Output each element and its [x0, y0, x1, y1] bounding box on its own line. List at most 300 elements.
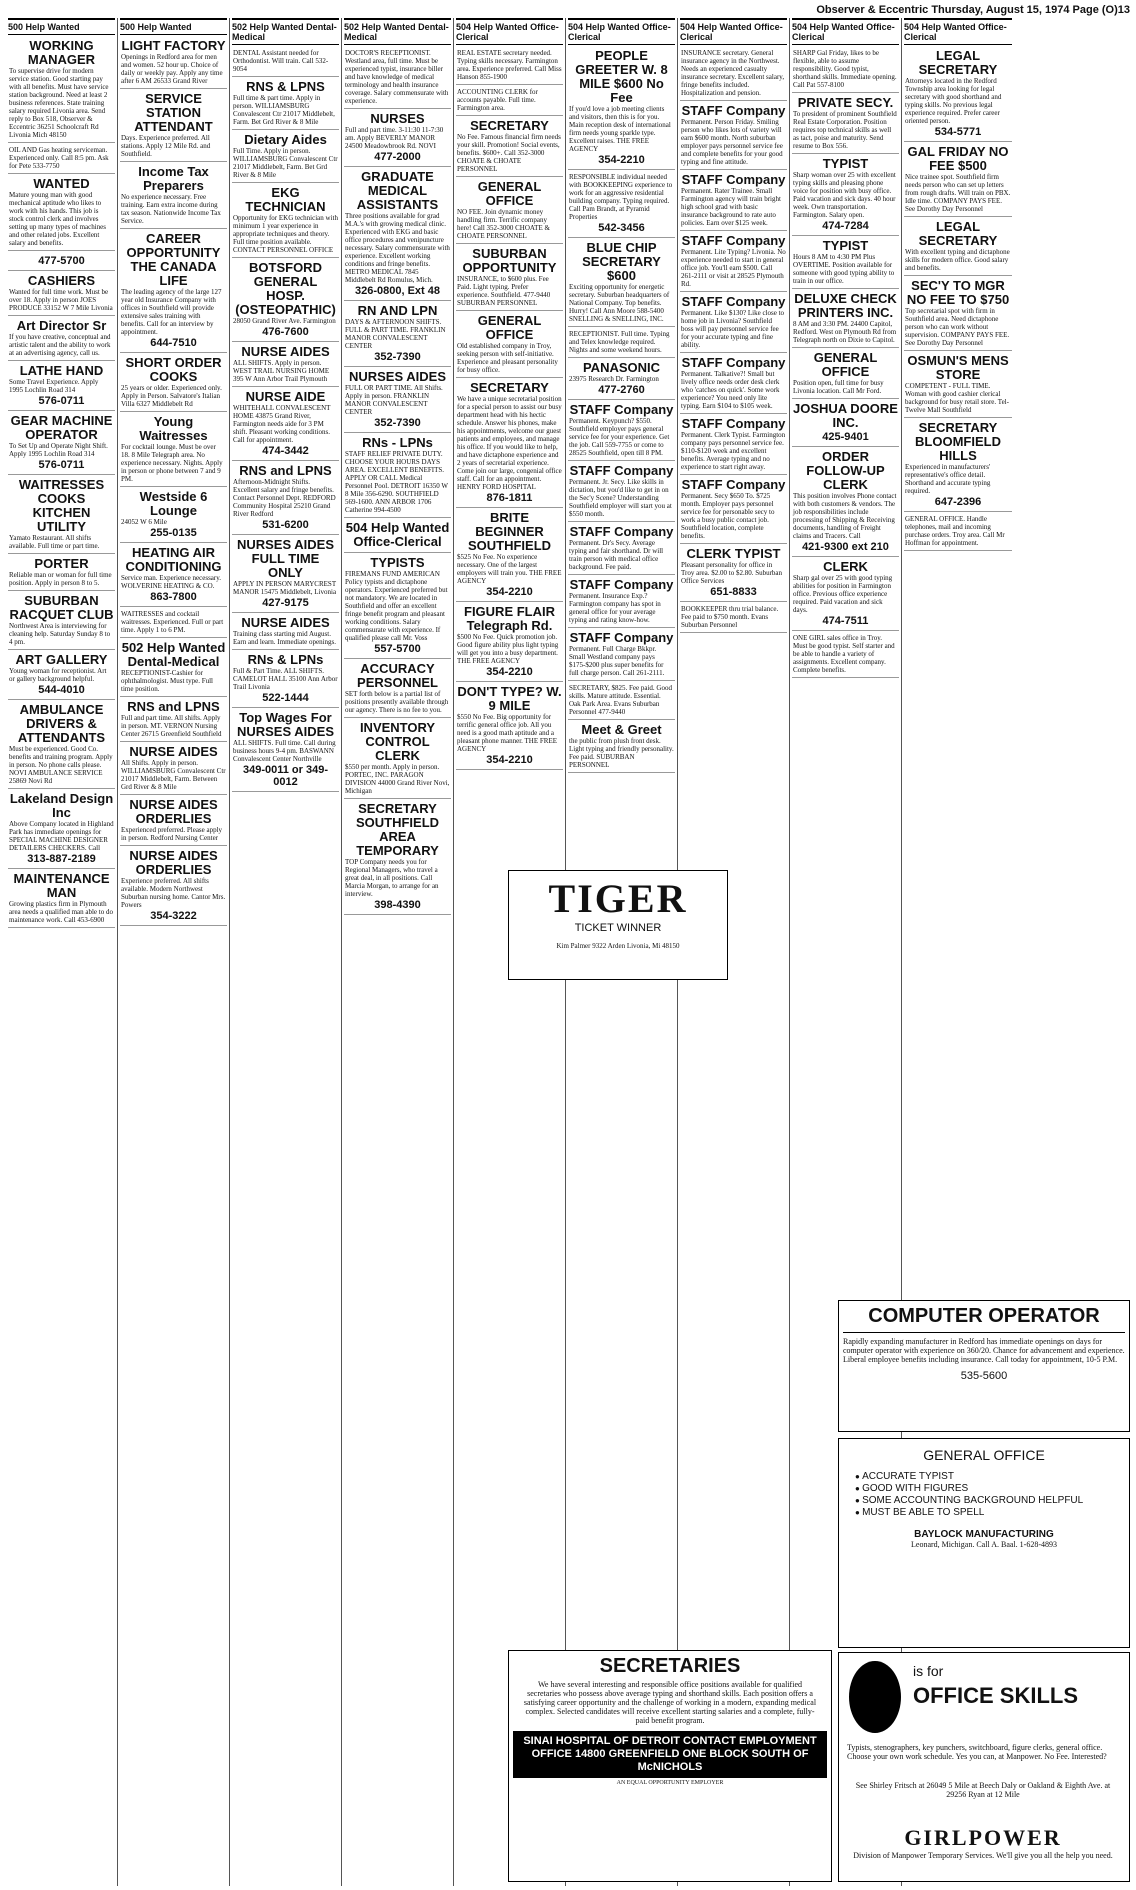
column-header: 504 Help Wanted Office-Clerical [568, 18, 675, 45]
ad-title: PANASONIC [582, 360, 661, 375]
computer-operator-ad [838, 1300, 1130, 1432]
classified-ad [344, 719, 451, 799]
ad-phone: 352-7390 [374, 417, 421, 429]
ad-body: Training class starting mid August. Earn and learn. Immediate openings. [233, 630, 337, 646]
classified-ad [456, 312, 563, 378]
ad-body: Permanent. Full Charge Bkkpr. Small Westland company pays $175-$200 plus super benefits for full charge person. Call 261-2111. [569, 645, 665, 677]
ad-body: APPLY IN PERSON MARYCREST MANOR 15475 Middlebelt, Livonia [233, 580, 337, 596]
ad-body: REAL ESTATE secretary needed. Typing skills necessary. Farmington area. Experience preferred. Call Miss Hanson 855-1900 [457, 49, 562, 81]
classified-ad [568, 721, 675, 773]
general-office-item: ● ACCURATE TYPIST [855, 1471, 1125, 1483]
classified-ad [120, 163, 227, 229]
ad-body: Northwest Area is interviewing for cleaning help. Saturday Sunday 8 to 4 pm. [9, 622, 111, 646]
column-header: 504 Help Wanted Office-Clerical [680, 18, 787, 45]
ad-title: SEC'Y TO MGR NO FEE TO $750 [906, 278, 1010, 307]
ad-body: To president of prominent Southfield Real Estate Corporation. Position requires top technical skills as well as tact, poise and maturity. Send resume to Box 556. [793, 110, 897, 150]
ad-body: Nice trainee spot. Southfield firm needs person who can set up letters from rough drafts. Will train on PBX. Idle time. COMPANY PAYS FEE. See Dorothy Day Personnel [905, 173, 1011, 213]
classified-ad [904, 513, 1012, 551]
ad-phone: 354-2210 [486, 586, 533, 598]
ad-body: $550 No Fee. Big opportunity for terrific general office job. All you need is a good math aptitude and a pleasant phone manner. THE FREE AGENCY [457, 713, 557, 753]
classified-ad [344, 168, 451, 301]
classified-ad [456, 245, 563, 311]
ad-title: CLERK [823, 559, 868, 574]
classified-ad [120, 488, 227, 543]
ad-title: STAFF Company [681, 233, 786, 248]
ad-title: PEOPLE GREETER W. 8 MILE $600 No Fee [575, 48, 668, 105]
classified-ad [232, 47, 339, 77]
ad-phone: 863-7800 [150, 591, 197, 603]
ad-body: Opportunity for EKG technician with minimum 1 year experience in appropriate techniques and theory. Full time position available. CONTACT PERSONNEL OFFICE [233, 214, 338, 254]
ad-title: GENERAL OFFICE [813, 350, 878, 379]
ad-phone: 557-5700 [374, 643, 421, 655]
ad-body: Pleasant personality for office in Troy area. $2.00 to $2.80. Suburban Office Services [681, 561, 783, 585]
ad-body: Days. Experience preferred. All stations. Apply 12 Mile Rd. and Southfield. [121, 134, 211, 158]
classified-ad [8, 252, 115, 271]
classified-ad [456, 117, 563, 177]
ad-phone: 427-9175 [262, 597, 309, 609]
ad-title: STAFF Company [569, 577, 674, 592]
classified-ad [344, 434, 451, 518]
classified-ad [8, 651, 115, 700]
ad-title: GENERAL OFFICE [477, 313, 542, 342]
classified-ad [8, 592, 115, 650]
ad-body: Afternoon-Midnight Shifts. Excellent salary and fringe benefits. Contact Personnel Dept. REDFORD Community Hospital 25210 Grand River Redford [233, 478, 336, 518]
general-office-item: ● GOOD WITH FIGURES [855, 1483, 1125, 1495]
ad-phone: 576-0711 [38, 459, 85, 471]
classified-ad [568, 328, 675, 358]
classified-ad [680, 293, 787, 353]
ad-title: Westside 6 Lounge [139, 489, 208, 518]
ad-title: STAFF Company [681, 416, 786, 431]
classified-ad [8, 37, 115, 143]
computer-operator-phone: 535-5600 [960, 1370, 1008, 1382]
ad-title: AMBULANCE DRIVERS & ATTENDANTS [17, 702, 106, 745]
classified-ad [680, 171, 787, 231]
classified-ad [680, 603, 787, 633]
ad-body: RECEPTIONIST. Full time. Typing and Telex knowledge required. Nights and some weekend hours. [569, 330, 670, 354]
ad-title: Meet & Greet [581, 722, 662, 737]
ad-body: GENERAL OFFICE. Handle telephones, mail and incoming purchase orders. Troy area. Call Mr Hoffman for appointment. [905, 515, 1005, 547]
ad-title: Lakeland Design Inc [9, 791, 114, 820]
ad-title: BLUE CHIP SECRETARY $600 [582, 240, 661, 283]
office-skills-is-for: is for [913, 1663, 944, 1679]
ad-title: TYPIST [822, 238, 869, 253]
ad-body: 28050 Grand River Ave. Farmington [233, 317, 336, 325]
ad-phone: 647-2396 [934, 496, 982, 508]
girlpower-logo: GIRLPOWER [904, 1825, 1062, 1850]
ad-body: Permanent. Secy $650 To. $725 month. Employer pays personnel service fee for personable secy to work a busy public contact job. Southfield location, complete benefits. [681, 492, 775, 540]
ad-title: ORDER FOLLOW-UP CLERK [806, 449, 885, 492]
ad-title: Income Tax Preparers [138, 164, 209, 193]
ad-phone: 255-0135 [150, 527, 197, 539]
classified-ad [792, 349, 899, 399]
ad-body: If you have creative, conceptual and artistic talent and the ability to work at an advertising agency, call us. [9, 333, 111, 357]
classified-ad [344, 660, 451, 718]
ad-title: CLERK TYPIST [686, 546, 781, 561]
column-header: 504 Help Wanted Office-Clerical [904, 18, 1012, 45]
classified-ad [232, 184, 339, 258]
ad-title: GRADUATE MEDICAL ASSISTANTS [356, 169, 439, 212]
ad-body: DAYS & AFTERNOON SHIFTS. FULL & PART TIME. FRANKLIN MANOR CONVALESCENT CENTER [345, 318, 446, 350]
classified-ad [792, 47, 899, 93]
classified-column [6, 18, 118, 1886]
secretaries-contact-bar: SINAI HOSPITAL OF DETROIT CONTACT EMPLOYMENT OFFICE 14800 GREENFIELD ONE BLOCK SOUTH OF McNICHOLS [513, 1731, 827, 1778]
classified-ad [120, 37, 227, 89]
ad-body: To supervise drive for modern service station. Good starting pay with all benefits. Must have service station background. Need at least 2 business references. State training salary required Livonia area. Send reply to Box 518, Observer & Eccentric 36251 Schoolcraft Rd Livonia Mich 48150 [9, 67, 109, 139]
ad-title: SHORT ORDER COOKS [125, 355, 222, 384]
ad-title: WANTED [33, 176, 90, 191]
ad-title: RNS and LPNS [239, 463, 332, 478]
ad-body: With excellent typing and dictaphone skills for modern office. Good salary and benefits. [905, 248, 1010, 272]
classified-ad [680, 545, 787, 602]
classified-ad [792, 632, 899, 678]
ad-body: Hours 8 AM to 4:30 PM Plus OVERTIME. Position available for someone with good typing ability to train in our office. [793, 253, 895, 285]
ad-phone: 349-0011 or 349-0012 [242, 764, 328, 788]
classified-ad [344, 110, 451, 167]
ad-phone: 326-0800, Ext 48 [354, 285, 440, 297]
ad-body: Permanent. Lite Typing? Livonia. No experience needed to start in general office job. You'll earn $500. Call 261-2111 or visit at 28525 Plymouth Rd. [681, 248, 786, 288]
ad-body: Service man. Experience necessary. WOLVERINE HEATING & CO. [121, 574, 222, 590]
ad-body: ACCOUNTING CLERK for accounts payable. Full time. Farmington area. [457, 88, 538, 112]
classified-ad [8, 144, 115, 174]
ad-title: NURSES [370, 111, 425, 126]
ad-phone: 477-2000 [374, 151, 421, 163]
classified-ad [568, 682, 675, 720]
ad-title: NURSE AIDE [245, 389, 326, 404]
classified-ad [904, 419, 1012, 512]
ad-body: $500 No Fee. Quick promotion job. Good figure ability plus light typing will get you into a busy department. THE FREE AGENCY [457, 633, 559, 665]
ad-body: INSURANCE, to $600 plus. Fee Paid. Light typing. Prefer experience. Southfield. 477-9440 SUBURBAN PERSONNEL [457, 275, 551, 307]
ad-phone: 876-1811 [486, 492, 533, 504]
ad-title: STAFF Company [681, 355, 786, 370]
ad-title: Top Wages For NURSES AIDES [236, 710, 335, 739]
ad-title: STAFF Company [681, 477, 786, 492]
ad-title: SUBURBAN OPPORTUNITY [462, 246, 557, 275]
ad-body: $550 per month. Apply in person. PORTEC, INC. PARAGON DIVISION 44000 Grand River Novi, Michigan [345, 763, 450, 795]
ad-title: 502 Help Wanted Dental-Medical [121, 640, 226, 669]
ad-title: HEATING AIR CONDITIONING [125, 545, 222, 574]
classified-ad [568, 401, 675, 461]
ad-title: PORTER [34, 556, 89, 571]
column-header: 504 Help Wanted Office-Clerical [792, 18, 899, 45]
classified-ad [120, 230, 227, 353]
classified-ad [456, 509, 563, 602]
ad-title: MAINTENANCE MAN [13, 871, 110, 900]
classified-ad [792, 400, 899, 447]
ad-phone: 477-5700 [38, 255, 85, 267]
ad-title: SECRETARY [470, 380, 549, 395]
column-header: 504 Help Wanted Office-Clerical [456, 18, 563, 45]
classified-ad [456, 86, 563, 116]
ad-body: the public from plush front desk. Light typing and friendly personality. Fee paid. SUBURBAN PERSONNEL [569, 737, 674, 769]
classified-ad [8, 701, 115, 789]
ad-body: BOOKKEEPER thru trial balance. Fee paid to $750 month. Evans Suburban Personnel [681, 605, 779, 629]
classified-column [342, 18, 454, 1886]
ad-title: NURSE AIDES [129, 744, 218, 759]
ad-title: SECRETARY BLOOMFIELD HILLS [915, 420, 1001, 463]
classified-ad [120, 354, 227, 412]
ad-body: Attorneys located in the Redford Township area looking for legal secretary with good shorthand and typing skills. No previous legal experience required. Prefer career oriented person. [905, 77, 1002, 125]
ad-body: Full & Part Time. ALL SHIFTS. CAMELOT HALL 35100 Ann Arbor Trail Livonia [233, 667, 338, 691]
classified-ad [232, 259, 339, 342]
classified-ad [792, 448, 899, 557]
ad-body: Permanent. Dr's Secy. Average typing and fair shorthand. Dr will train person with medical office background. Fee paid. [569, 539, 664, 571]
ad-body: DOCTOR'S RECEPTIONIST. Westland area, full time. Must be experienced typist, insurance biller and have knowledge of medical terminology and health insurance coverage. Salary commensurate with experience. [345, 49, 449, 105]
ad-body: We have a unique secretarial position for a special person to assist our busy department head with his hectic schedule. Answer his phones, make his appointments, welcome our guest patients and employees, and manage his office. If you would like to help, and have dictaphone experience and 2 years of secretarial experience. Come join our large, congenial office staff. Call for an appointment. HENRY FORD HOSPITAL [457, 395, 562, 491]
ad-body: Young woman for receptionist. Art or gallery background helpful. [9, 667, 107, 683]
ad-title: PRIVATE SECY. [797, 95, 894, 110]
ad-body: COMPETENT - FULL TIME. Woman with good cashier clerical background for busy retail store. Tel-Twelve Mall Southfield [905, 382, 1009, 414]
ad-title: NURSE AIDES [241, 344, 330, 359]
column-header: 502 Help Wanted Dental-Medical [232, 18, 339, 45]
ad-title: STAFF Company [681, 172, 786, 187]
ad-title: 504 Help Wanted Office-Clerical [345, 520, 450, 549]
ad-body: 23975 Research Dr. Farmington [569, 375, 659, 383]
ad-body: Sharp gal over 25 with good typing abilities for position in Farmington office. Previous office experience required. Paid vacation and sick days. [793, 574, 893, 614]
classified-ad [232, 78, 339, 130]
ad-body: This position involves Phone contact with both customers & vendors. The job responsibilities include processing of Shipping & Receiving documents, handling of Freight claims and Tracers. Call [793, 492, 897, 540]
ad-body: Permanent. Keypunch? $550. Southfield employer pays general service fee for your experience. Get the job. Call 559-7755 or come to 28525 Southfield, open till 8 PM. [569, 417, 670, 457]
ad-title: JOSHUA DOORE INC. [793, 401, 898, 430]
ad-body: Wanted for full time work. Must be over 18. Apply in person JOES PRODUCE 33152 W 7 Mile Livonia [9, 288, 113, 312]
classified-ad [568, 47, 675, 170]
ad-body: $525 No Fee. No experience necessary. One of the largest employers will train you. THE FREE AGENCY [457, 553, 562, 585]
ad-phone: 476-7600 [262, 326, 309, 338]
ad-title: STAFF Company [681, 103, 786, 118]
classified-ad [680, 102, 787, 170]
ad-body: ALL SHIFTS. Full time. Call during business hours 9-4 pm. BASWANN Convalescent Center Northville [233, 739, 336, 763]
classified-ad [456, 683, 563, 770]
tiger-winner: Kim Palmer 9322 Arden Livonia, Mi 48150 [556, 942, 680, 950]
classified-ad [120, 743, 227, 795]
ad-body: SECRETARY, $825. Fee paid. Good skills. Mature attitude. Essential. Oak Park Area. Evans Suburban Personnel 477-9440 [569, 684, 672, 716]
ad-body: Exciting opportunity for energetic secretary. Suburban headquarters of National Company. Top benefits. Hurry! Call Ann Moore 588-5400 SNELLING & SNELLING, INC. [569, 283, 670, 323]
ad-title: LIGHT FACTORY [121, 38, 226, 53]
ad-title: NURSE AIDES ORDERLIES [129, 848, 218, 877]
ad-body: TOP Company needs you for Regional Managers, who travel a great deal, in all positions. Call Marcia Morgan, to arrange for an interview. [345, 858, 439, 898]
ad-body: ONE GIRL sales office in Troy. Must be good typist. Self starter and be able to handle a variety of assignments. Excellent company. Complete benefits. [793, 634, 895, 674]
ad-body: Three positions available for grad M.A.'s with growing medical clinic. Experienced with EKG and basic office procedures and venipuncture necessary. Salary commensurate with experience. Excellent working conditions and fringe benefits. METRO MEDICAL 7845 Middlebelt Rd Romulus, Mich. [345, 212, 450, 284]
ad-phone: 544-4010 [38, 684, 85, 696]
ad-title: STAFF Company [681, 294, 786, 309]
ad-body: Full Time. Apply in person. WILLIAMSBURG Convalescent Ctr 21017 Middlebelt, Farm. Bet Grd River & 8 Mile [233, 147, 338, 179]
ad-body: Full time & part time. Apply in person. WILLIAMSBURG Convalescent Ctr 21017 Middlebelt, Farm. Bet Grd River & 8 Mile [233, 94, 335, 126]
zero-logo-icon [849, 1661, 901, 1733]
ad-title: DELUXE CHECK PRINTERS INC. [794, 291, 897, 320]
column-header: 500 Help Wanted [120, 18, 227, 35]
classified-ad [120, 796, 227, 846]
ad-body: Permanent. Rater Trainee. Small Farmington agency will train bright high school grad with basic insurance background to rate auto policies. Earn over $125 week. [681, 187, 781, 227]
ad-body: Sharp woman over 25 with excellent typing skills and pleasing phone voice for position with busy office. Paid vacation and sick days. 40 hour week. Own transportation. Farmington. Salary open. [793, 171, 896, 219]
classified-ad [680, 415, 787, 475]
ad-phone: 352-7390 [374, 351, 421, 363]
classified-ad [456, 379, 563, 508]
ad-title: LEGAL SECRETARY [918, 48, 998, 77]
computer-operator-body: Rapidly expanding manufacturer in Redford has immediate openings on days for computer operator with experience on 360/20. Chance for advancement and experience. Liberal employee benefits including insurance. Call today for appointment, 10-5 P.M. [843, 1337, 1125, 1364]
ad-body: OIL AND Gas heating serviceman. Experienced only. Call 8:5 pm. Ask for Pete 533-7750 [9, 146, 109, 170]
classified-ad [792, 94, 899, 154]
ad-phone: 354-3222 [150, 910, 197, 922]
computer-operator-title: COMPUTER OPERATOR [843, 1305, 1125, 1333]
ad-body: Mature young man with good mechanical aptitude who likes to work with his hands. This job is stock control clerk and involves setting up many types of machines and other related jobs. Excellent salary and benefits. [9, 191, 107, 247]
classified-ad [232, 131, 339, 183]
ad-body: Permanent. Clerk Typist. Farmington company pays personnel service fee. $110-$120 week and excellent benefits. Average typing and no experience to start right away. [681, 431, 786, 471]
ad-title: TYPIST [822, 156, 869, 171]
ad-phone: 531-6200 [262, 519, 309, 531]
ad-title: ACCURACY PERSONNEL [357, 661, 438, 690]
ad-body: DENTAL Assistant needed for Orthodontist. Will train. Call 532-9054 [233, 49, 329, 73]
classified-ad [232, 343, 339, 387]
ad-title: SECRETARY SOUTHFIELD AREA TEMPORARY [355, 801, 440, 858]
ad-body: 25 years or older. Experienced only. Apply in Person. Salvatore's Italian Villa 6327 Middlebelt Rd [121, 384, 222, 408]
ad-body: Openings in Redford area for men and women. 52 hour up. Choice of daily or weekly pay. Apply any time after 6 AM 26533 Grand River [121, 53, 223, 85]
ad-body: For cocktail lounge. Must be over 18. 8 Mile Telegraph area. No experience necessary. Nights. Apply in person or phone between 7 and 9 PM. [121, 443, 223, 483]
general-office-item: ● SOME ACCOUNTING BACKGROUND HELPFUL [855, 1495, 1125, 1507]
classified-ad [904, 352, 1012, 418]
ad-title: NURSES AIDES FULL TIME ONLY [236, 537, 335, 580]
ad-body: SET forth below is a partial list of positions presently available through our agency. There is no fee to you. [345, 690, 449, 714]
ad-title: Dietary Aides [244, 132, 327, 147]
general-office-ad [838, 1438, 1130, 1648]
classified-ad [568, 359, 675, 400]
ad-body: WAITRESSES and cocktail waitresses. Experienced. Full or part time. Apply 1 to 6 PM. [121, 610, 224, 634]
classified-ad [904, 47, 1012, 142]
ad-title: GEAR MACHINE OPERATOR [10, 413, 113, 442]
ad-body: Yamato Restaurant. All shifts available. Full time or part time. [9, 534, 100, 550]
classified-ad [8, 555, 115, 591]
ad-body: STAFF RELIEF PRIVATE DUTY. CHOOSE YOUR HOURS DAYS AREA. EXCELLENT BENEFITS. APPLY OR CALL Medical Personnel Pool. DETROIT 16350 W 8 Mile 356-6290. SOUTHFIELD 569-1600. ANN ARBOR 1706 Catherine 994-4500 [345, 450, 448, 514]
ad-body: NO FEE. Join dynamic money handling firm. Terrific company here! Call 352-3000 CHOATE & CHOATE PERSONNEL [457, 208, 550, 240]
ad-body: Experienced preferred. Please apply in person. Redford Nursing Center [121, 826, 223, 842]
ad-body: If you'd love a job meeting clients and visitors, then this is for you. Main reception desk of international firm needs young sparkle type. Excellent raises. THE FREE AGENCY [569, 105, 671, 153]
ad-title: CAREER OPPORTUNITY THE CANADA LIFE [126, 231, 221, 288]
ad-title: GAL FRIDAY NO FEE $500 [907, 144, 1009, 173]
ad-title: SUBURBAN RACQUET CLUB [9, 593, 114, 622]
classified-ad [568, 576, 675, 628]
column-header: 500 Help Wanted [8, 18, 115, 35]
ad-body: Reliable man or woman for full time position. Apply in person 8 to 5. [9, 571, 112, 587]
ad-title: BOTSFORD GENERAL HOSP. (OSTEOPATHIC) [235, 260, 336, 317]
ad-body: Full and part time. All shifts. Apply in person. MT. VERNON Nursing Center 26715 Greenfield Southfield [121, 714, 222, 738]
ad-body: Position open, full time for busy Livonia location. Call Mr Ford. [793, 379, 884, 395]
ad-phone: 534-5771 [934, 126, 982, 138]
classified-ad [568, 171, 675, 238]
ad-title: BRITE BEGINNER SOUTHFIELD [467, 510, 552, 553]
ad-body: 8 AM and 3:30 PM. 24400 Capitol, Redford. West on Plymouth Rd from Telegraph north on Dixie to Capitol. [793, 320, 897, 344]
ad-title: SECRETARY [470, 118, 549, 133]
ad-body: FULL OR PART TIME. All Shifts. Apply in person. FRANKLIN MANOR CONVALESCENT CENTER [345, 384, 443, 416]
ad-body: Some Travel Experience. Apply 1995 Lochlin Road 314 [9, 378, 99, 394]
classified-ad [680, 476, 787, 544]
classified-ad [568, 462, 675, 522]
classified-ad [120, 847, 227, 926]
ad-phone: 354-2210 [486, 754, 533, 766]
ad-title: RNs & LPNs [247, 652, 324, 667]
ad-body: ALL SHIFTS. Apply in person. WEST TRAIL NURSING HOME 395 W Ann Arbor Trail Plymouth [233, 359, 330, 383]
ad-phone: 542-3456 [598, 222, 645, 234]
secretaries-ad [508, 1650, 832, 1882]
classified-ad [344, 519, 451, 553]
secretaries-title: SECRETARIES [599, 1655, 741, 1677]
classified-ad [680, 47, 787, 101]
classified-ad [232, 651, 339, 708]
ad-body: Permanent. Talkative?! Small but lively office needs order desk clerk who 'catches on quick'. Some work experience? You need only lite typing. Earn $104 to $105 week. [681, 370, 780, 410]
ad-title: OSMUN'S MENS STORE [907, 353, 1009, 382]
ad-body: SHARP Gal Friday, likes to be flexible, able to assume responsibility. Good typist, shorthand skills. Immediate opening. Call Pat 557-8100 [793, 49, 897, 89]
tiger-ticket-ad [508, 870, 728, 980]
classified-ad [232, 709, 339, 792]
ad-phone: 421-9300 ext 210 [802, 541, 889, 553]
office-skills-body: Typists, stenographers, key punchers, switchboard, figure clerks, general office. Choose your own work schedule. Yes you can, at Manpower. No Fee. Interested? [847, 1743, 1107, 1761]
ad-title: INVENTORY CONTROL CLERK [359, 720, 436, 763]
classified-ad [456, 603, 563, 682]
tiger-subtitle: TICKET WINNER [574, 922, 662, 934]
ad-phone: 474-7284 [822, 220, 869, 232]
ad-phone: 522-1444 [262, 692, 309, 704]
classified-ad [904, 143, 1012, 217]
ad-body: Permanent. Jr. Secy. Like skills in dictation, but you'd like to get in on the Sec'y Scene? Understanding Southfield employer will start you at $550 month. [569, 478, 672, 518]
ad-title: WAITRESSES COOKS KITCHEN UTILITY [18, 477, 105, 534]
ad-body: Permanent. Insurance Exp.? Farmington company has spot in general office for your average typing and rating know-how. [569, 592, 661, 624]
classified-ad [120, 608, 227, 638]
classified-ad [344, 368, 451, 433]
ad-phone: 425-9401 [822, 431, 869, 443]
classified-ad [792, 290, 899, 348]
column-header: 502 Help Wanted Dental-Medical [344, 18, 451, 45]
ad-title: STAFF Company [569, 524, 674, 539]
ad-phone: 576-0711 [38, 395, 85, 407]
ad-title: Young Waitresses [139, 414, 208, 443]
ad-body: Experience preferred. All shifts available. Modern Northwest Suburban nursing home. Cantor Mrs. Powers [121, 877, 226, 909]
ad-body: FIREMANS FUND AMERICAN Policy typists and dictaphone operators. Experienced preferred but not mandatory. We are located in Southfield and offer an excellent fringe benefit program and pleasant working conditions. Salary commensurate with experience. If qualified please call Mr. Voss [345, 570, 448, 642]
classified-ad [120, 413, 227, 487]
office-skills-contact: See Shirley Fritsch at 26049 5 Mile at Beech Daly or Oakland & Eighth Ave. at 29256 Ryan at 12 Mile [855, 1781, 1111, 1799]
classified-column [230, 18, 342, 1886]
ad-phone: 651-8833 [710, 586, 757, 598]
ad-phone: 474-7511 [822, 615, 869, 627]
ad-phone: 313-887-2189 [27, 853, 96, 865]
ad-title: RN AND LPN [357, 303, 438, 318]
ad-title: LATHE HAND [19, 363, 104, 378]
classified-ad [232, 388, 339, 461]
ad-body: Above Company located in Highland Park has immediate openings for SPECIAL MACHINE DESIGNER DETAILERS CHECKERS. Call [9, 820, 114, 852]
office-skills-title: OFFICE SKILLS [913, 1683, 1078, 1708]
ad-title: RNs - LPNs [362, 435, 433, 450]
ad-title: STAFF Company [569, 463, 674, 478]
ad-body: 24052 W 6 Mile [121, 518, 167, 526]
ad-title: SERVICE STATION ATTENDANT [134, 91, 213, 134]
classified-ad [8, 362, 115, 411]
ad-title: WORKING MANAGER [27, 38, 96, 67]
classified-ad [568, 523, 675, 575]
ad-body: The leading agency of the large 127 year old Insurance Company with offices in Southfield will provide extensive sales training with benefits. Call for an interview by appointment. [121, 288, 222, 336]
ad-title: FIGURE FLAIR Telegraph Rd. [464, 604, 555, 633]
ad-body: Old established company in Troy, seeking person with self-initiative. Experience and pleasant personality for busy office. [457, 342, 558, 374]
ad-title: DON'T TYPE? W. 9 MILE [457, 684, 562, 713]
ad-body: Permanent. Like $130? Like close to home job in Livonia? Southfield boss will pay personnel service fee for your accurate typing and fine ability. [681, 309, 785, 349]
ad-phone: 477-2760 [598, 384, 645, 396]
classified-ad [680, 232, 787, 292]
classified-ad [8, 175, 115, 251]
ad-title: RNS & LPNS [246, 79, 325, 94]
ad-phone: 354-2210 [598, 154, 645, 166]
ad-phone: 474-3442 [262, 445, 309, 457]
ad-body: Permanent. Person Friday. Smiling person who likes lots of variety will earn $600 month. North suburban employer pays personnel service fee and complete benefits for your good typing and fine attitude. [681, 118, 783, 166]
classified-ad [8, 412, 115, 475]
ad-phone: 398-4390 [374, 899, 421, 911]
classified-ad [568, 239, 675, 327]
classified-ad [792, 155, 899, 236]
